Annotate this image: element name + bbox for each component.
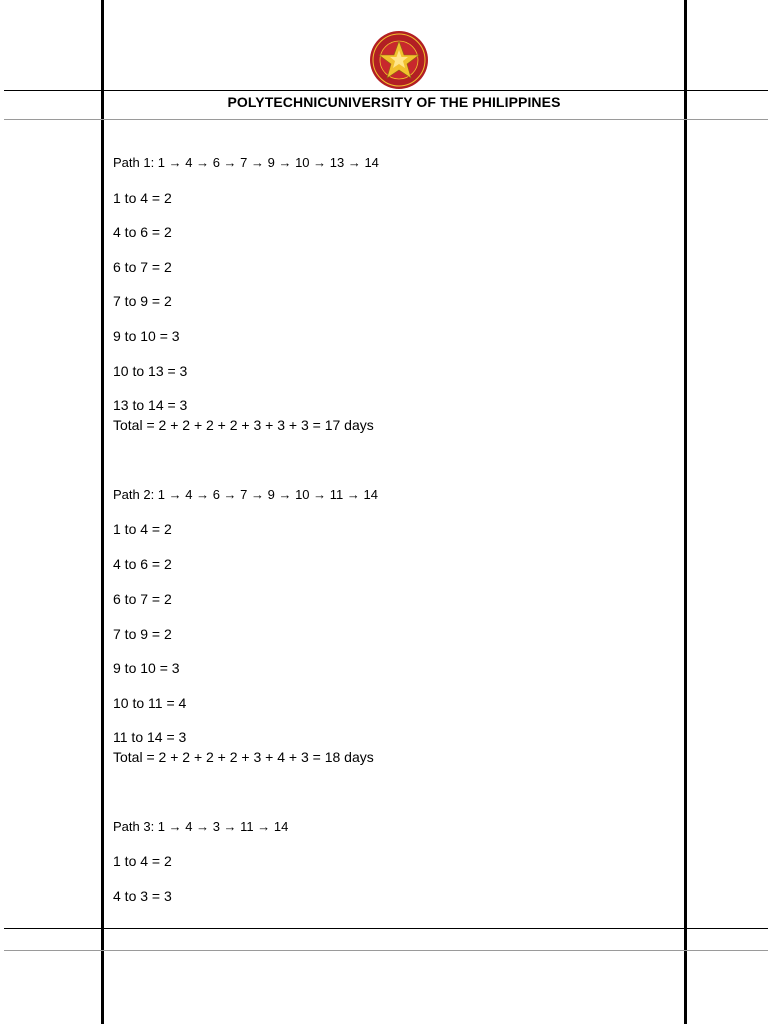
path-2-total: Total = 2 + 2 + 2 + 2 + 3 + 4 + 3 = 18 days [113,749,374,765]
path-3-heading: Path 3: 1 → 4 → 3 → 11 → 14 [113,819,289,834]
university-seal-icon [364,30,434,90]
path-2-step: 6 to 7 = 2 [113,591,172,607]
path-2-heading: Path 2: 1 → 4 → 6 → 7 → 9 → 10 → 11 → 14 [113,487,378,502]
path-1-step: 13 to 14 = 3 [113,397,188,413]
path-1-step: 4 to 6 = 2 [113,224,172,240]
path-2-step: 7 to 9 = 2 [113,626,172,642]
path-2-step: 1 to 4 = 2 [113,521,172,537]
left-margin-rule [101,0,104,1024]
path-1-step: 6 to 7 = 2 [113,259,172,275]
path-3-step: 1 to 4 = 2 [113,853,172,869]
path-2-step: 4 to 6 = 2 [113,556,172,572]
path-2-step: 10 to 11 = 4 [113,695,187,711]
path-1-step: 7 to 9 = 2 [113,293,172,309]
path-1-heading: Path 1: 1 → 4 → 6 → 7 → 9 → 10 → 13 → 14 [113,155,379,170]
path-1-step: 1 to 4 = 2 [113,190,172,206]
header-bottom-rule [4,119,768,120]
path-2-step: 11 to 14 = 3 [113,729,187,745]
path-2-step: 9 to 10 = 3 [113,660,180,676]
footer-top-rule [4,928,768,929]
path-3-step: 4 to 3 = 3 [113,888,172,904]
header-top-rule [4,90,768,91]
page-title: POLYTECHNICUNIVERSITY OF THE PHILIPPINES [227,94,561,110]
footer-bottom-rule [4,950,768,951]
path-1-step: 10 to 13 = 3 [113,363,188,379]
right-margin-rule [684,0,687,1024]
path-1-total: Total = 2 + 2 + 2 + 2 + 3 + 3 + 3 = 17 days [113,417,374,433]
path-1-step: 9 to 10 = 3 [113,328,180,344]
